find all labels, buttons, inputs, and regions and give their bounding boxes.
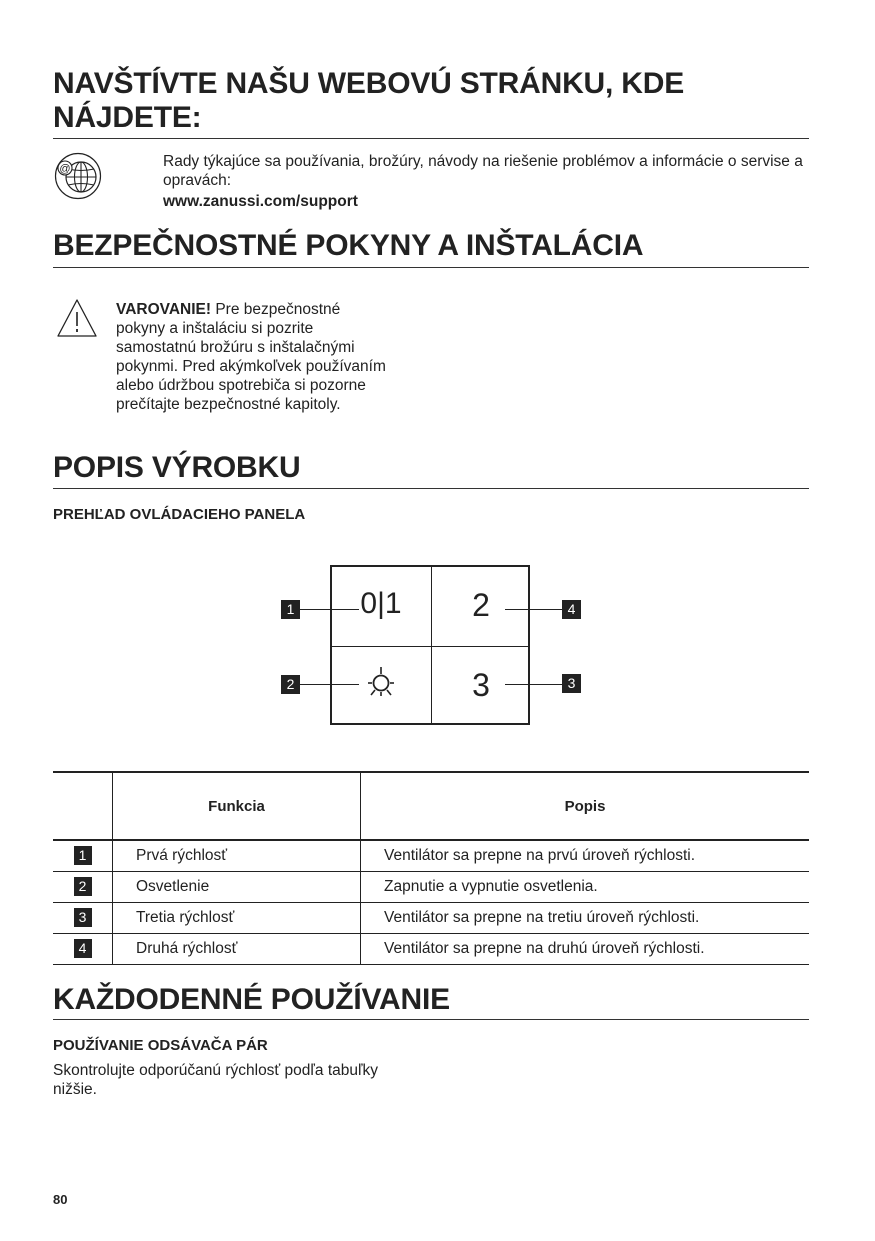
power-button-label: 0|1 [360, 587, 402, 620]
website-description: Rady týkajúce sa používania, brožúry, návody na riešenie problémov a informácie o servise a opravách: [163, 153, 803, 189]
callout-4: 4 [562, 600, 581, 619]
callout-line [505, 684, 562, 685]
speed-3-button-label: 3 [472, 667, 490, 703]
divider [53, 1019, 809, 1020]
product-heading: POPIS VÝROBKU [53, 451, 301, 484]
row-description: Ventilátor sa prepne na tretiu úroveň rýchlosti. [361, 902, 810, 933]
table-header-number [53, 772, 113, 840]
daily-use-text: Skontrolujte odporúčanú rýchlosť podľa tabuľky nižšie. [53, 1062, 379, 1098]
divider [53, 267, 809, 268]
function-table [53, 771, 809, 965]
website-heading: NAVŠTÍVTE NAŠU WEBOVÚ STRÁNKU, KDE NÁJDETE: [53, 67, 685, 134]
panel-subheading: PREHĽAD OVLÁDACIEHO PANELA [53, 506, 306, 523]
warning-label: VAROVANIE! [116, 301, 212, 318]
row-function: Tretia rýchlosť [113, 902, 361, 933]
row-description: Ventilátor sa prepne na prvú úroveň rýchlosti. [361, 840, 810, 871]
safety-heading: BEZPEČNOSTNÉ POKYNY A INŠTALÁCIA [53, 229, 644, 262]
row-number-badge: 2 [74, 877, 92, 896]
daily-use-heading: KAŽDODENNÉ POUŽÍVANIE [53, 983, 450, 1016]
callout-line [299, 609, 359, 610]
callout-line [299, 684, 359, 685]
row-description: Ventilátor sa prepne na druhú úroveň rýchlosti. [361, 933, 810, 964]
divider [53, 138, 809, 139]
row-description: Zapnutie a vypnutie osvetlenia. [361, 871, 810, 902]
table-row [53, 933, 809, 964]
row-number-badge: 3 [74, 908, 92, 927]
globe-at-icon [54, 152, 102, 200]
control-panel-diagram [330, 565, 530, 725]
divider [53, 488, 809, 489]
row-function: Prvá rýchlosť [113, 840, 361, 871]
light-bulb-icon [366, 665, 396, 699]
page-number: 80 [53, 1192, 68, 1207]
table-row [53, 840, 809, 871]
row-number-badge: 1 [74, 846, 92, 865]
table-header-description: Popis [361, 772, 810, 840]
daily-use-subheading: POUŽÍVANIE ODSÁVAČA PÁR [53, 1037, 268, 1054]
callout-1: 1 [281, 600, 300, 619]
table-row [53, 902, 809, 933]
support-link[interactable]: www.zanussi.com/support [163, 193, 358, 210]
callout-2: 2 [281, 675, 300, 694]
callout-line [505, 609, 562, 610]
callout-3: 3 [562, 674, 581, 693]
row-function: Druhá rýchlosť [113, 933, 361, 964]
table-header-row [53, 772, 809, 840]
row-number-badge: 4 [74, 939, 92, 958]
table-header-function: Funkcia [113, 772, 361, 840]
speed-2-button-label: 2 [472, 587, 490, 623]
row-function: Osvetlenie [113, 871, 361, 902]
warning-text: VAROVANIE! Pre bezpečnostné pokyny a inštaláciu si pozrite samostatnú brožúru s inštalačnými pokynmi. Pred akýmkoľvek používaním alebo údržbou spotrebiča si pozorne prečítajte bezpečnostné kapitoly. [116, 301, 386, 413]
warning-triangle-icon [56, 298, 98, 338]
svg-text:@: @ [59, 163, 71, 175]
table-row [53, 871, 809, 902]
